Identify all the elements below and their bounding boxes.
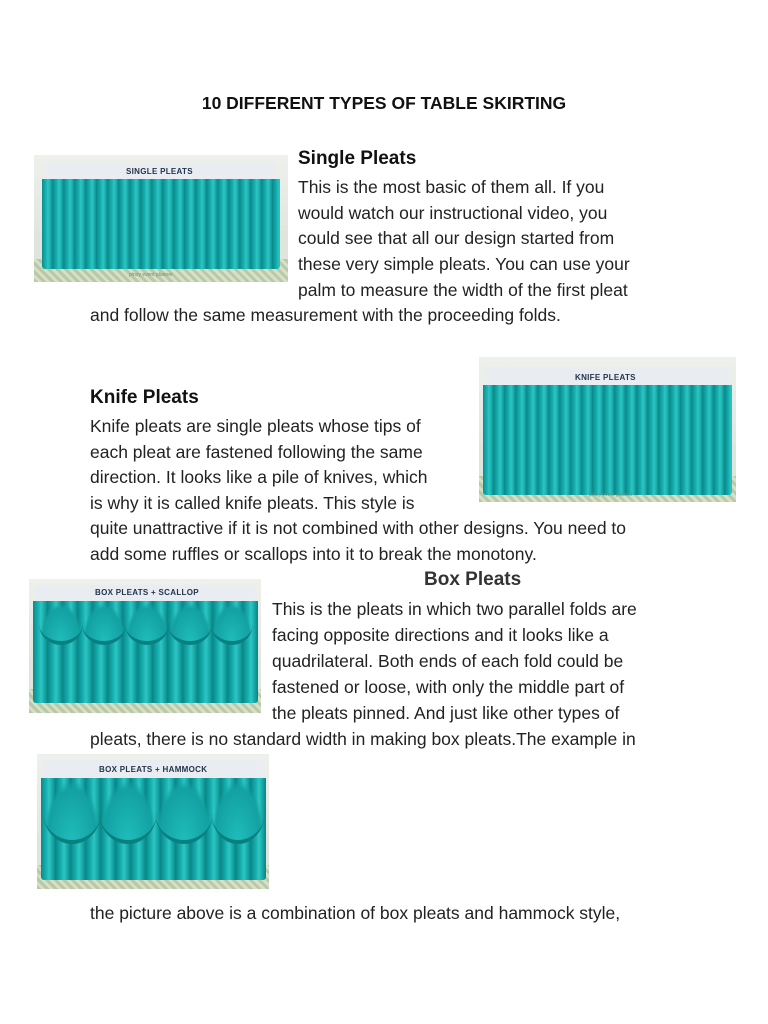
knife-pleats-photo: KNIFE PLEATS pinoy event planner (479, 357, 736, 502)
document-title: 10 DIFFERENT TYPES OF TABLE SKIRTING (201, 93, 567, 113)
knife-pleats-line: direction. It looks like a pile of knives, which (90, 467, 428, 487)
single-pleats-photo: SINGLE PLEATS pinoy event planner (34, 155, 288, 282)
single-pleats-line: could see that all our design started from (298, 228, 615, 248)
box-pleats-scallop-photo-label: BOX PLEATS + SCALLOP (95, 588, 199, 597)
single-pleats-line: palm to measure the width of the first pleat (298, 280, 628, 300)
hammock-line: the picture above is a combination of box pleats and hammock style, (90, 903, 621, 923)
single-pleats-line: This is the most basic of them all. If you (298, 177, 605, 197)
box-pleats-line: This is the pleats in which two parallel folds are (272, 599, 637, 619)
box-pleats-scallop-photo (29, 579, 261, 713)
knife-pleats-photo-label: KNIFE PLEATS (575, 373, 636, 382)
box-pleats-line: pleats, there is no standard width in making box pleats.The example in (90, 729, 636, 749)
knife-pleats-line: is why it is called knife pleats. This style is (90, 493, 415, 513)
box-pleats-line: the pleats pinned. And just like other types of (272, 703, 620, 723)
box-pleats-heading: Box Pleats (424, 569, 522, 590)
knife-pleats-heading: Knife Pleats (90, 387, 199, 408)
knife-pleats-line: quite unattractive if it is not combined with other designs. You need to (90, 518, 627, 538)
box-pleats-line: quadrilateral. Both ends of each fold could be (272, 651, 624, 671)
single-pleats-line: and follow the same measurement with the proceeding folds. (90, 305, 561, 325)
box-pleats-line: facing opposite directions and it looks like a (272, 625, 609, 645)
box-pleats-hammock-photo (37, 754, 269, 889)
box-pleats-line: fastened or loose, with only the middle part of (272, 677, 625, 697)
single-pleats-heading: Single Pleats (298, 148, 417, 169)
single-pleats-photo-label: SINGLE PLEATS (126, 167, 193, 176)
single-pleats-line: would watch our instructional video, you (298, 203, 608, 223)
box-pleats-hammock-photo-label: BOX PLEATS + HAMMOCK (99, 765, 208, 774)
knife-pleats-line: add some ruffles or scallops into it to break the monotony. (90, 544, 537, 564)
knife-pleats-line: each pleat are fastened following the same (90, 442, 423, 462)
knife-pleats-line: Knife pleats are single pleats whose tips of (90, 416, 421, 436)
single-pleats-line: these very simple pleats. You can use your (298, 254, 630, 274)
